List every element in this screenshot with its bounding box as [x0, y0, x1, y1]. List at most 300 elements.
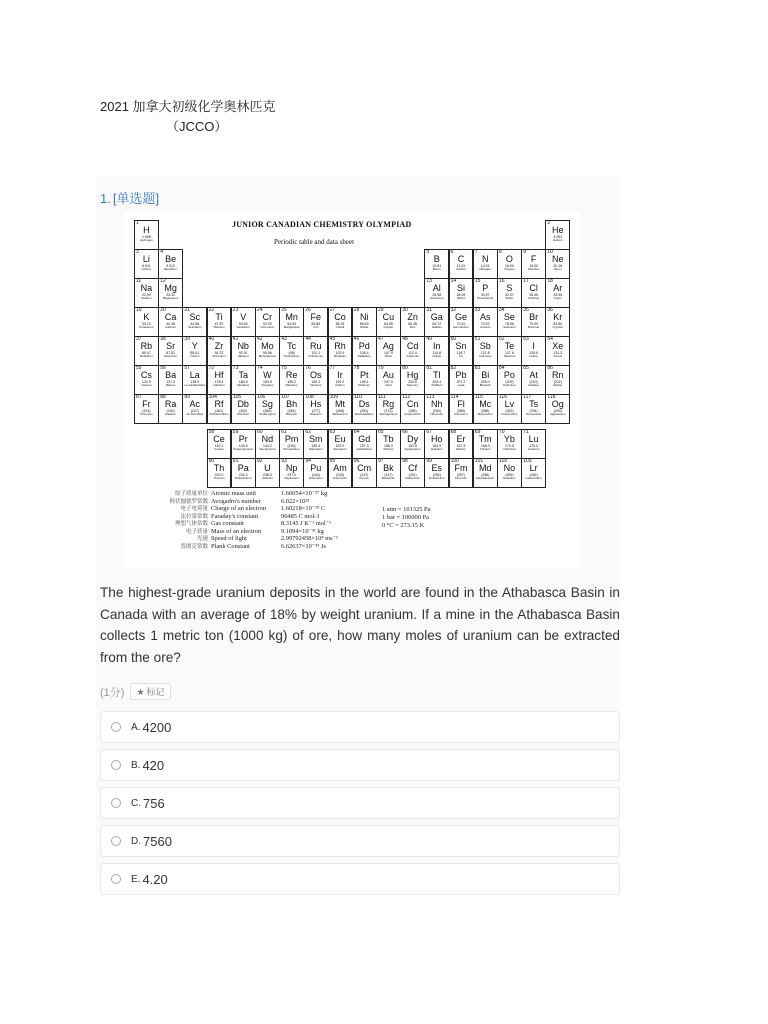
- element-name: Phosphorus: [477, 296, 494, 300]
- element-name: Nobelium: [503, 476, 516, 480]
- atomic-number: 95: [329, 458, 336, 464]
- element-cell-fr: [134, 394, 159, 424]
- element-cell-ho: [424, 429, 449, 459]
- atomic-number: 55: [136, 365, 142, 371]
- element-symbol: Yb: [503, 434, 515, 444]
- atomic-mass: 22.99: [142, 293, 151, 297]
- atomic-mass: 50.94: [238, 322, 248, 326]
- element-name: Tin: [458, 354, 464, 358]
- element-name: Astatine: [528, 383, 539, 387]
- element-cell-ru: [303, 336, 328, 366]
- element-cell-fl: [449, 394, 474, 424]
- atomic-number: 93: [281, 458, 287, 464]
- element-cell-ca: [158, 307, 183, 337]
- atomic-mass: 30.97: [480, 293, 490, 297]
- atomic-number: 26: [305, 307, 311, 313]
- atomic-mass: 54.94: [287, 322, 296, 326]
- element-name: Mercury: [407, 383, 418, 387]
- atomic-mass: (259): [505, 473, 514, 477]
- element-name: Americium: [332, 476, 348, 480]
- option-key: E.: [131, 873, 141, 885]
- mark-label: 标记: [146, 687, 165, 697]
- constant-name: Faraday's constant: [211, 512, 259, 520]
- element-symbol: Lv: [504, 399, 515, 409]
- atomic-number: 2: [547, 220, 551, 226]
- element-name: Argon: [553, 296, 562, 300]
- option-c[interactable]: [100, 787, 620, 819]
- element-cell-ni: [352, 307, 377, 337]
- element-name: Promethium: [283, 447, 300, 451]
- element-cell-br: [521, 307, 546, 337]
- element-symbol: Md: [478, 463, 492, 473]
- element-cell-ga: [424, 307, 449, 337]
- constant-row: [148, 520, 338, 528]
- element-cell-lv: [497, 394, 522, 424]
- atomic-mass: (261): [214, 409, 224, 413]
- element-symbol: W: [263, 370, 272, 380]
- atomic-number: 60: [257, 429, 263, 435]
- radio-icon[interactable]: [111, 874, 121, 884]
- atomic-number: 11: [136, 278, 142, 284]
- conversion-row: 1 bar = 100000 Pa: [382, 514, 429, 521]
- element-symbol: Ho: [431, 434, 443, 444]
- element-name: Chromium: [260, 325, 275, 329]
- element-cell-ts: [521, 394, 546, 424]
- constant-name: Gas constant: [211, 520, 244, 527]
- atomic-mass: (226): [166, 409, 175, 413]
- element-symbol: Si: [456, 283, 465, 293]
- element-cell-os: [303, 365, 328, 395]
- element-symbol: He: [552, 225, 564, 235]
- element-name: Zirconium: [212, 354, 226, 358]
- element-name: Rubidium: [140, 354, 153, 358]
- element-cell-se: [497, 307, 522, 337]
- element-cell-pt: [352, 365, 377, 395]
- element-name: Thallium: [431, 383, 443, 387]
- atomic-mass: (98): [288, 351, 295, 355]
- element-symbol: Mo: [261, 341, 274, 351]
- element-symbol: Nb: [237, 341, 249, 351]
- element-symbol: Db: [237, 399, 249, 409]
- atomic-number: 79: [378, 365, 384, 371]
- element-cell-ba: [158, 365, 183, 395]
- element-symbol: Re: [285, 370, 298, 380]
- element-symbol: Tl: [433, 370, 441, 380]
- element-symbol: Cn: [406, 399, 419, 409]
- atomic-number: 27: [329, 307, 336, 313]
- atomic-number: 87: [136, 394, 142, 400]
- element-symbol: Na: [140, 283, 153, 293]
- question-type: [单选题]: [112, 191, 160, 206]
- element-name: Antimony: [478, 354, 492, 358]
- atomic-mass: 209.0: [480, 380, 490, 384]
- constant-row: [148, 498, 338, 506]
- atomic-number: 108: [305, 394, 314, 400]
- element-cell-hs: [303, 394, 328, 424]
- constant-row: [148, 543, 338, 551]
- element-name: Sodium: [141, 296, 152, 300]
- element-symbol: Hf: [214, 370, 224, 380]
- element-name: Dubnium: [237, 412, 250, 416]
- mark-button[interactable]: [130, 683, 170, 700]
- element-symbol: Rg: [382, 399, 395, 409]
- atomic-number: 73: [232, 365, 239, 371]
- element-name: Fluorine: [528, 267, 539, 271]
- element-name: Nitrogen: [479, 267, 491, 271]
- element-name: Strontium: [164, 354, 177, 358]
- element-cell-eu: [328, 429, 353, 459]
- atomic-mass: (292): [505, 409, 514, 413]
- element-name: Krypton: [552, 325, 563, 329]
- element-symbol: Cs: [140, 370, 152, 380]
- radio-icon[interactable]: [111, 836, 121, 846]
- element-cell-es: [424, 458, 449, 488]
- atomic-number: 64: [353, 429, 360, 435]
- atomic-number: 47: [378, 336, 384, 342]
- atomic-number: 40: [208, 336, 215, 342]
- atomic-mass: 9.012: [166, 264, 175, 268]
- atomic-number: 4: [160, 249, 163, 255]
- option-d[interactable]: [100, 825, 620, 857]
- element-cell-cu: [376, 307, 401, 337]
- element-name: Cadmium: [406, 354, 419, 358]
- atomic-mass: (252): [432, 473, 441, 477]
- element-symbol: Li: [142, 254, 150, 264]
- element-cell-v: [231, 307, 256, 337]
- atomic-number: 100: [450, 458, 459, 464]
- element-cell-md: [473, 458, 498, 488]
- atomic-number: 99: [426, 458, 432, 464]
- atomic-mass: 207.2: [456, 380, 466, 384]
- atomic-mass: 10.81: [432, 264, 442, 268]
- element-cell-am: [328, 458, 353, 488]
- atomic-number: 75: [281, 365, 287, 371]
- element-symbol: Fm: [454, 463, 468, 473]
- radio-icon[interactable]: [111, 798, 121, 808]
- atomic-number: 30: [402, 307, 408, 313]
- atomic-mass: 44.96: [190, 322, 200, 326]
- atomic-mass: 74.92: [480, 322, 490, 326]
- atomic-number: 12: [160, 278, 166, 284]
- atomic-mass: (247): [384, 473, 393, 477]
- atomic-mass: (258): [481, 473, 490, 477]
- atomic-number: 83: [474, 365, 481, 371]
- element-cell-s: [497, 278, 522, 308]
- score-row: [100, 683, 171, 700]
- constant-name-cn: 阿伏伽德罗常数: [169, 498, 208, 505]
- element-symbol: Fr: [142, 399, 151, 409]
- element-cell-cr: [255, 307, 280, 337]
- element-cell-in: [424, 336, 449, 366]
- element-name: Californium: [405, 476, 421, 480]
- atomic-mass: 204.4: [432, 380, 442, 384]
- atomic-number: 115: [474, 394, 483, 400]
- atomic-mass: 175.0: [529, 444, 538, 448]
- element-cell-as: [473, 307, 498, 337]
- constant-name: Mass of an electron: [211, 527, 262, 535]
- atomic-number: 32: [450, 307, 457, 313]
- element-symbol: Pt: [359, 370, 369, 380]
- element-name: Hafnium: [213, 383, 225, 387]
- atomic-number: 94: [305, 458, 311, 464]
- element-symbol: Cu: [382, 312, 395, 322]
- element-name: Radium: [165, 412, 176, 416]
- element-name: Carbon: [456, 267, 466, 271]
- atomic-number: 105: [232, 394, 242, 400]
- atomic-number: 113: [426, 394, 435, 400]
- element-cell-bh: [279, 394, 304, 424]
- atomic-mass: 168.9: [480, 444, 490, 448]
- option-b[interactable]: [100, 749, 620, 781]
- constant-value: 1.60218×10⁻¹⁹ C: [281, 505, 326, 512]
- radio-icon[interactable]: [111, 760, 121, 770]
- element-cell-au: [376, 365, 401, 395]
- element-cell-rb: [134, 336, 159, 366]
- atomic-number: 18: [547, 278, 553, 284]
- atomic-number: 51: [474, 336, 481, 342]
- element-cell-co: [328, 307, 353, 337]
- element-symbol: Eu: [334, 434, 346, 444]
- conversion-row: 1 atm = 101325 Pa: [382, 506, 431, 513]
- element-name: Berkelium: [381, 476, 396, 480]
- atomic-mass: 192.2: [335, 380, 345, 384]
- element-symbol: Se: [503, 312, 515, 322]
- element-symbol: Kr: [553, 312, 563, 322]
- element-symbol: Ar: [553, 283, 563, 293]
- element-symbol: Sc: [189, 312, 201, 322]
- atomic-number: 21: [184, 307, 190, 313]
- atomic-number: 89: [184, 394, 190, 400]
- element-name: Nickel: [360, 325, 369, 329]
- element-cell-ne: [545, 249, 570, 279]
- element-cell-nd: [255, 429, 280, 459]
- atomic-number: 50: [450, 336, 457, 342]
- element-name: Rhodium: [333, 354, 346, 358]
- element-cell-tb: [376, 429, 401, 459]
- atomic-mass: 16.00: [505, 264, 514, 268]
- element-cell-ta: [231, 365, 256, 395]
- atomic-mass: 107.9: [384, 351, 393, 355]
- atomic-number: 53: [523, 336, 529, 342]
- atomic-mass: (281): [360, 409, 369, 413]
- element-cell-rn: [545, 365, 570, 395]
- element-name: Potassium: [139, 325, 154, 329]
- atomic-number: 66: [402, 429, 408, 435]
- atomic-number: 31: [426, 307, 432, 313]
- element-cell-tl: [424, 365, 449, 395]
- constant-name-cn: 电子电荷量: [180, 506, 208, 512]
- atomic-mass: 180.9: [238, 380, 248, 384]
- element-name: Europium: [333, 447, 347, 451]
- element-symbol: Ge: [454, 312, 467, 322]
- element-symbol: Pu: [310, 463, 322, 473]
- element-name: Zinc: [409, 325, 416, 329]
- element-cell-mn: [279, 307, 304, 337]
- element-cell-ds: [352, 394, 377, 424]
- atomic-mass: 231.0: [238, 473, 248, 477]
- atomic-number: 107: [281, 394, 290, 400]
- element-name: Hassium: [309, 412, 322, 416]
- element-cell-cn: [400, 394, 425, 424]
- atomic-mass: 58.93: [335, 322, 345, 326]
- element-symbol: Ac: [189, 399, 201, 409]
- element-cell-at: [521, 365, 546, 395]
- element-name: Thorium: [213, 476, 225, 480]
- atomic-number: 10: [547, 249, 553, 255]
- element-cell-ge: [449, 307, 474, 337]
- atomic-number: 46: [353, 336, 360, 342]
- element-cell-p: [473, 278, 498, 308]
- element-symbol: At: [529, 370, 538, 380]
- element-symbol: Al: [432, 283, 441, 293]
- element-name: Darmstadtium: [354, 412, 374, 416]
- element-cell-ti: [207, 307, 232, 337]
- atomic-number: 74: [257, 365, 263, 371]
- element-name: Flerovium: [454, 412, 468, 416]
- element-symbol: Lr: [529, 463, 538, 473]
- element-cell-nb: [231, 336, 256, 366]
- atomic-number: 86: [547, 365, 553, 371]
- element-name: Hydrogen: [139, 238, 153, 242]
- atomic-mass: 47.87: [214, 322, 224, 326]
- question-number: 1.: [100, 191, 111, 206]
- element-symbol: Ir: [337, 370, 343, 380]
- atomic-mass: (262): [239, 409, 248, 413]
- element-symbol: Pm: [284, 434, 299, 444]
- atomic-mass: 58.69: [359, 322, 369, 326]
- atomic-number: 90: [208, 458, 215, 464]
- element-cell-u: [255, 458, 280, 488]
- atomic-mass: 39.95: [553, 293, 563, 297]
- element-symbol: Rb: [140, 341, 153, 351]
- atomic-number: 29: [378, 307, 384, 313]
- element-cell-na: [134, 278, 159, 308]
- atomic-mass: 92.91: [238, 351, 248, 355]
- element-name: Copper: [383, 325, 394, 329]
- atomic-number: 42: [257, 336, 263, 342]
- element-name: Tellurium: [503, 354, 516, 358]
- atomic-number: 67: [426, 429, 432, 435]
- element-name: Lawrencium: [525, 476, 542, 480]
- pressure-conversions: [382, 506, 430, 530]
- atomic-number: 44: [305, 336, 311, 342]
- atomic-mass: 197.0: [384, 380, 393, 384]
- atomic-mass: 26.98: [432, 293, 442, 297]
- atomic-mass: 183.8: [263, 380, 272, 384]
- element-name: Radon: [553, 383, 563, 387]
- document-subtitle: （JCCO）: [166, 119, 228, 134]
- element-cell-xe: [545, 336, 570, 366]
- element-symbol: V: [240, 312, 247, 322]
- atomic-number: 82: [450, 365, 457, 371]
- option-a[interactable]: [100, 711, 620, 743]
- atomic-mass: 79.90: [529, 322, 538, 326]
- element-cell-k: [134, 307, 159, 337]
- element-cell-he: [545, 220, 570, 250]
- element-symbol: Dy: [407, 434, 419, 444]
- atomic-mass: 24.31: [166, 293, 175, 297]
- element-symbol: Ni: [359, 312, 369, 322]
- element-symbol: Og: [551, 399, 564, 409]
- atomic-number: 23: [232, 307, 239, 313]
- atomic-number: 96: [353, 458, 360, 464]
- element-name: Fermium: [455, 476, 467, 480]
- constant-name-cn: 光速: [196, 536, 208, 542]
- atomic-number: 22: [208, 307, 215, 313]
- element-cell-ir: [328, 365, 353, 395]
- atomic-mass: 118.7: [456, 351, 466, 355]
- atomic-mass: (251): [408, 473, 417, 477]
- element-cell-f: [521, 249, 546, 279]
- atomic-number: 9: [523, 249, 526, 255]
- element-symbol: Sr: [166, 341, 176, 351]
- element-cell-w: [255, 365, 280, 395]
- atomic-number: 20: [160, 307, 166, 313]
- atomic-mass: 131.3: [553, 351, 563, 355]
- atomic-number: 72: [208, 365, 215, 371]
- element-symbol: U: [264, 463, 271, 473]
- atomic-mass: 173.0: [505, 444, 514, 448]
- atomic-mass: (268): [335, 409, 345, 413]
- element-cell-h: [134, 220, 159, 250]
- atomic-mass: 87.62: [166, 351, 175, 355]
- option-key: C.: [131, 797, 141, 809]
- element-cell-mc: [473, 394, 498, 424]
- element-cell-pr: [231, 429, 256, 459]
- atomic-number: 8: [499, 249, 502, 255]
- atomic-number: 56: [160, 365, 166, 371]
- element-name: Oxygen: [504, 267, 515, 271]
- element-symbol: Es: [431, 463, 443, 473]
- element-symbol: Er: [456, 434, 466, 444]
- atomic-mass: 28.09: [456, 293, 466, 297]
- element-symbol: Mc: [479, 399, 492, 409]
- element-cell-lu: [521, 429, 546, 459]
- atomic-number: 98: [402, 458, 408, 464]
- element-cell-sn: [449, 336, 474, 366]
- element-symbol: Cl: [529, 283, 538, 293]
- element-name: Iron: [313, 325, 319, 329]
- radio-icon[interactable]: [111, 722, 121, 732]
- element-name: Curium: [359, 476, 370, 480]
- element-name: La-Lanthanides: [184, 383, 206, 387]
- element-name: Iridium: [335, 383, 345, 387]
- atomic-number: 6: [450, 249, 454, 255]
- atomic-number: 71: [523, 429, 529, 435]
- question-text: The highest-grade uranium deposits in the world are found in the Athabasca Basin in Canada with an average of 18% by weight uranium. If a mine in the Athabasca Basin collects 1 metric ton (1000 kg) of ore, how many moles of uranium can be extracted from the ore?: [100, 585, 620, 665]
- atomic-mass: 112.4: [408, 351, 417, 355]
- element-symbol: Nd: [261, 434, 274, 444]
- element-symbol: Mn: [285, 312, 298, 322]
- element-cell-re: [279, 365, 304, 395]
- atomic-mass: 88.91: [190, 351, 200, 355]
- atomic-mass: 65.38: [408, 322, 417, 326]
- element-symbol: Ga: [430, 312, 443, 322]
- element-name: Erbium: [456, 447, 466, 451]
- star-icon: ★: [136, 687, 145, 697]
- element-symbol: Th: [213, 463, 225, 473]
- element-name: Protactinium: [234, 476, 252, 480]
- document-title: 2021 加拿大初级化学奥林匹克: [100, 99, 276, 114]
- element-cell-o: [497, 249, 522, 279]
- element-cell-dy: [400, 429, 425, 459]
- element-name: Ytterbium: [502, 447, 516, 451]
- option-e[interactable]: [100, 863, 620, 895]
- element-name: Arsenic: [480, 325, 491, 329]
- element-name: Platinum: [358, 383, 371, 387]
- element-symbol: Tb: [383, 434, 394, 444]
- atomic-mass: 101.1: [311, 351, 321, 355]
